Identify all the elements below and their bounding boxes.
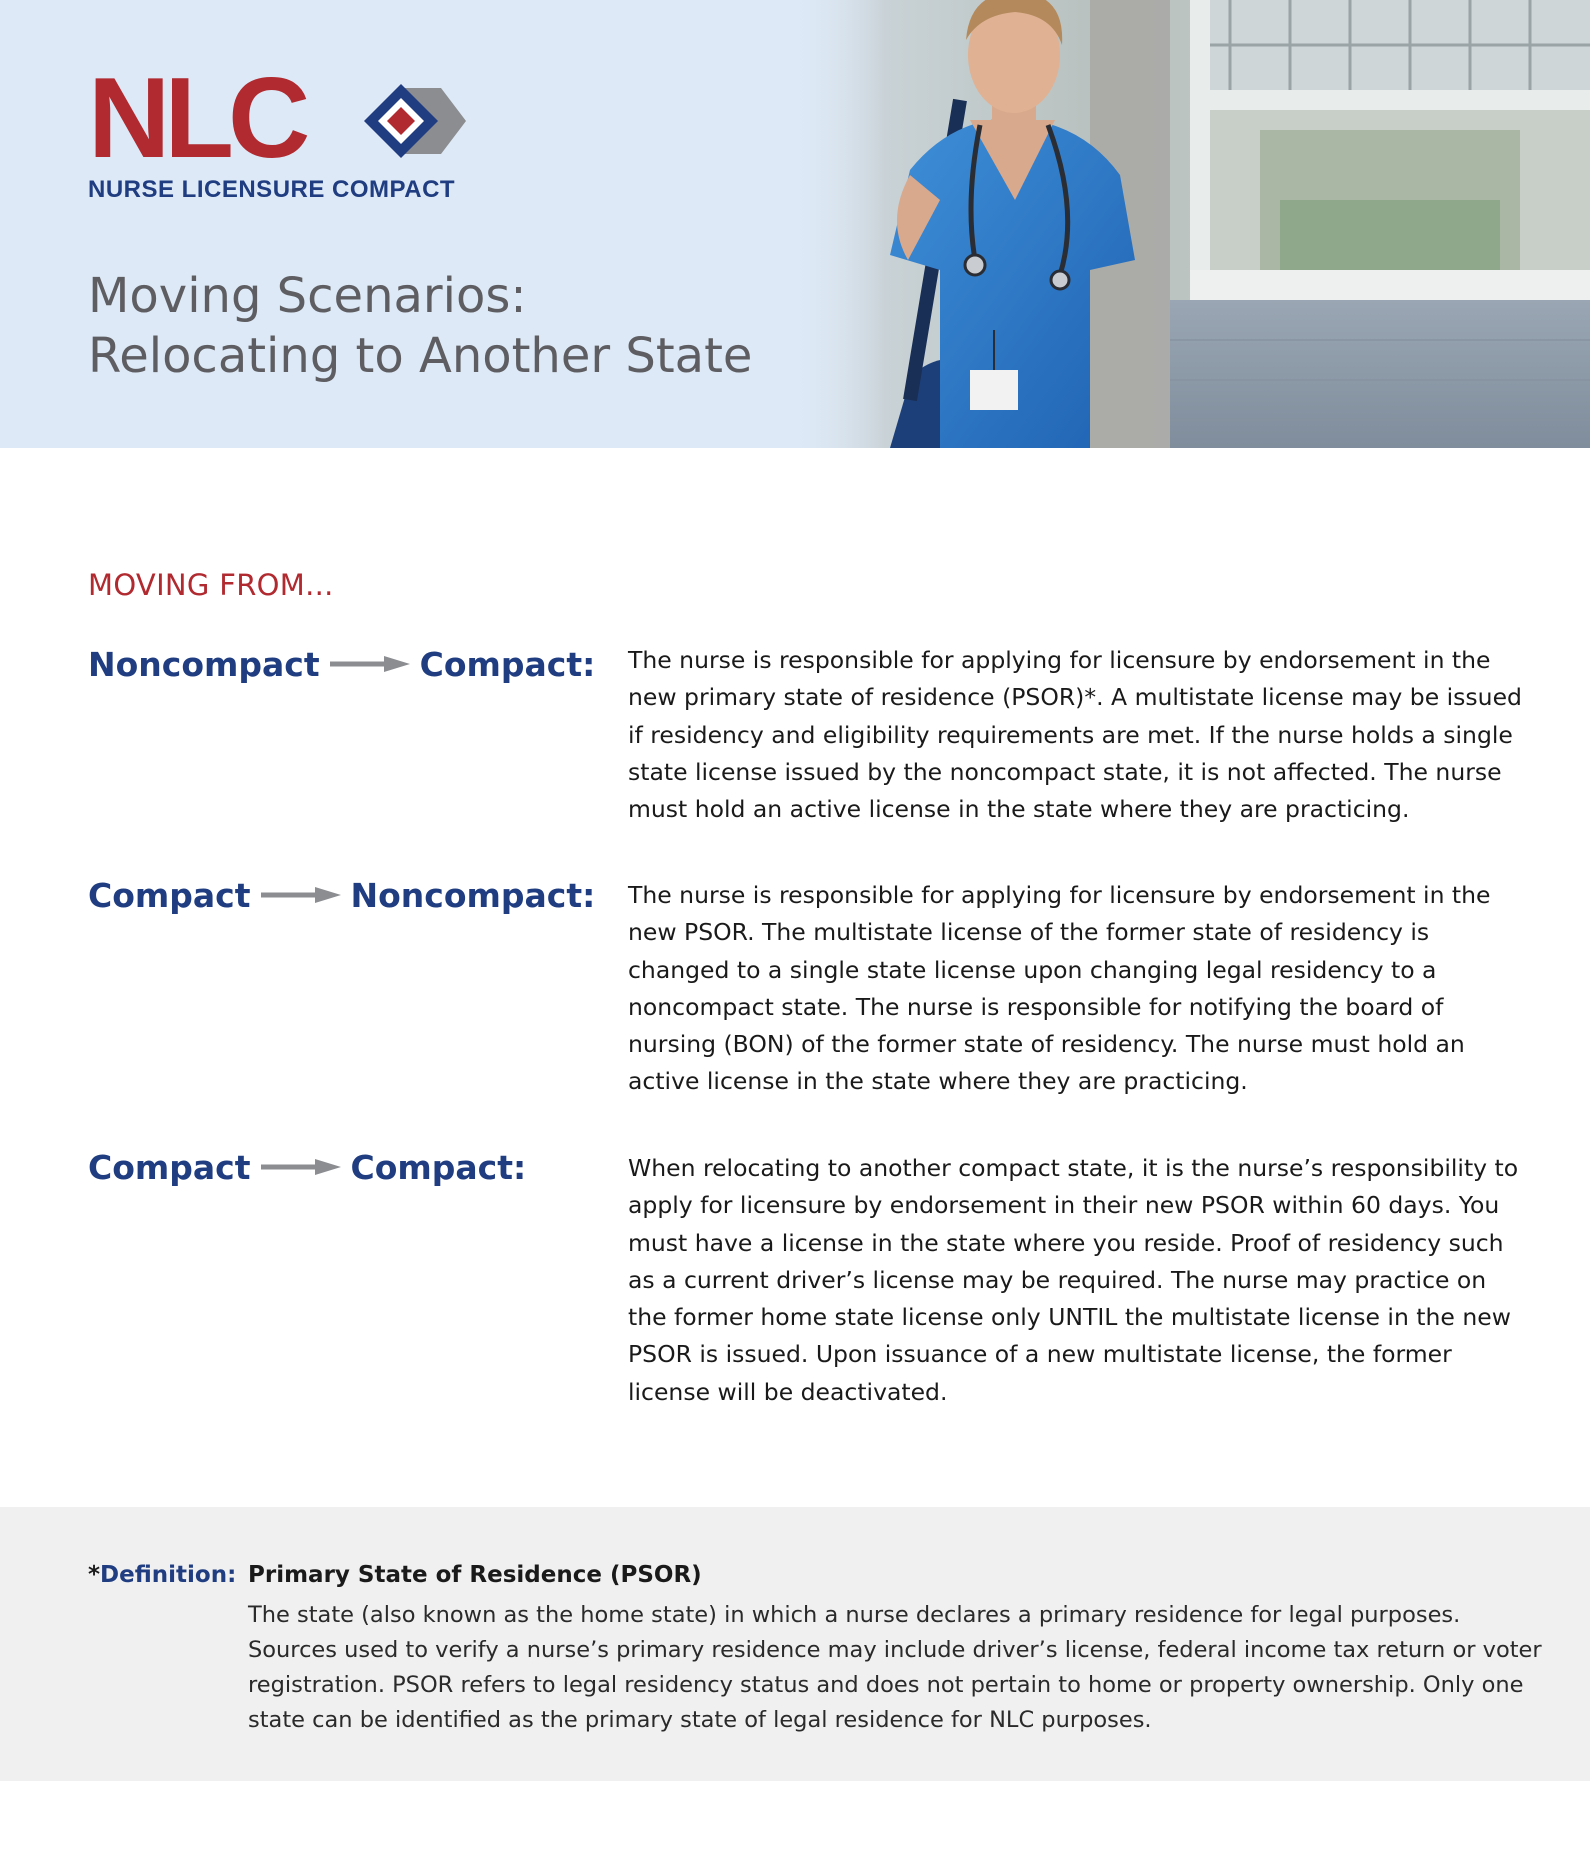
section-label: MOVING FROM... [88, 568, 334, 602]
right-arrow-icon [261, 1157, 341, 1177]
scenario-to: Compact: [350, 1147, 527, 1187]
right-arrow-icon [330, 654, 410, 674]
nlc-logo [88, 55, 468, 206]
hero-banner [0, 0, 1590, 448]
definition-text: The state (also known as the home state) in which a nurse declares a primary residence for legal purposes. Sources used to verify a nurse’s primary residence may include driver’s license, federal income tax return or voter registration. PSOR refers to legal residency status and does not pertain to home or property ownership. Only one state can be identified as the primary state of legal residence for NLC purposes. [248, 1602, 1542, 1733]
scenario-text-3: When relocating to another compact state, it is the nurse’s responsibility to apply for licensure by endorsement in their new PSOR within 60 days. You must have a license in the state where you reside. Proof of residency such as a current driver’s license may be required. The nurse may practice on the former home state license only UNTIL the multistate license in the new PSOR is issued. Upon issuance of a new multistate license, the former license will be deactivated. [628, 1154, 1519, 1406]
scenario-text-2: The nurse is responsible for applying for licensure by endorsement in the new PSOR. The multistate license of the former state of residency is changed to a single state license upon changing legal residency to a noncompact state. The nurse is responsible for notifying the board of nursing (BON) of the former state of residency. The nurse must hold an active license in the state where they are practicing. [628, 881, 1491, 1096]
scenario-from: Compact [88, 875, 251, 915]
scenario-heading-1 [88, 641, 595, 687]
definition-asterisk: * [88, 1562, 101, 1588]
title-line-2: Relocating to Another State [88, 328, 753, 384]
scenario-from: Compact [88, 1147, 251, 1187]
logo-letters: NLC [88, 55, 305, 182]
nurse-photo [790, 0, 1590, 448]
scenario-heading-3 [88, 1144, 526, 1190]
scenario-to: Compact: [419, 644, 596, 684]
definition-term: Primary State of Residence (PSOR) [248, 1562, 702, 1588]
title-line-1: Moving Scenarios: [88, 268, 527, 324]
definition-label [88, 1562, 236, 1588]
logo-mark-icon [306, 76, 496, 166]
definition-label-text: Definition: [100, 1562, 237, 1588]
scenario-to: Noncompact: [350, 875, 596, 915]
scenario-heading-2 [88, 872, 595, 918]
scenario-from: Noncompact [88, 644, 320, 684]
page-title [88, 266, 752, 386]
right-arrow-icon [261, 885, 341, 905]
scenario-text-1: The nurse is responsible for applying for licensure by endorsement in the new primary state of residence (PSOR)*. A multistate license may be issued if residency and eligibility requirements are met. If the nurse holds a single state license issued by the noncompact state, it is not affected. The nurse must hold an active license in the state where they are practicing. [628, 646, 1522, 824]
logo-subtitle: NURSE LICENSURE COMPACT [88, 176, 456, 203]
